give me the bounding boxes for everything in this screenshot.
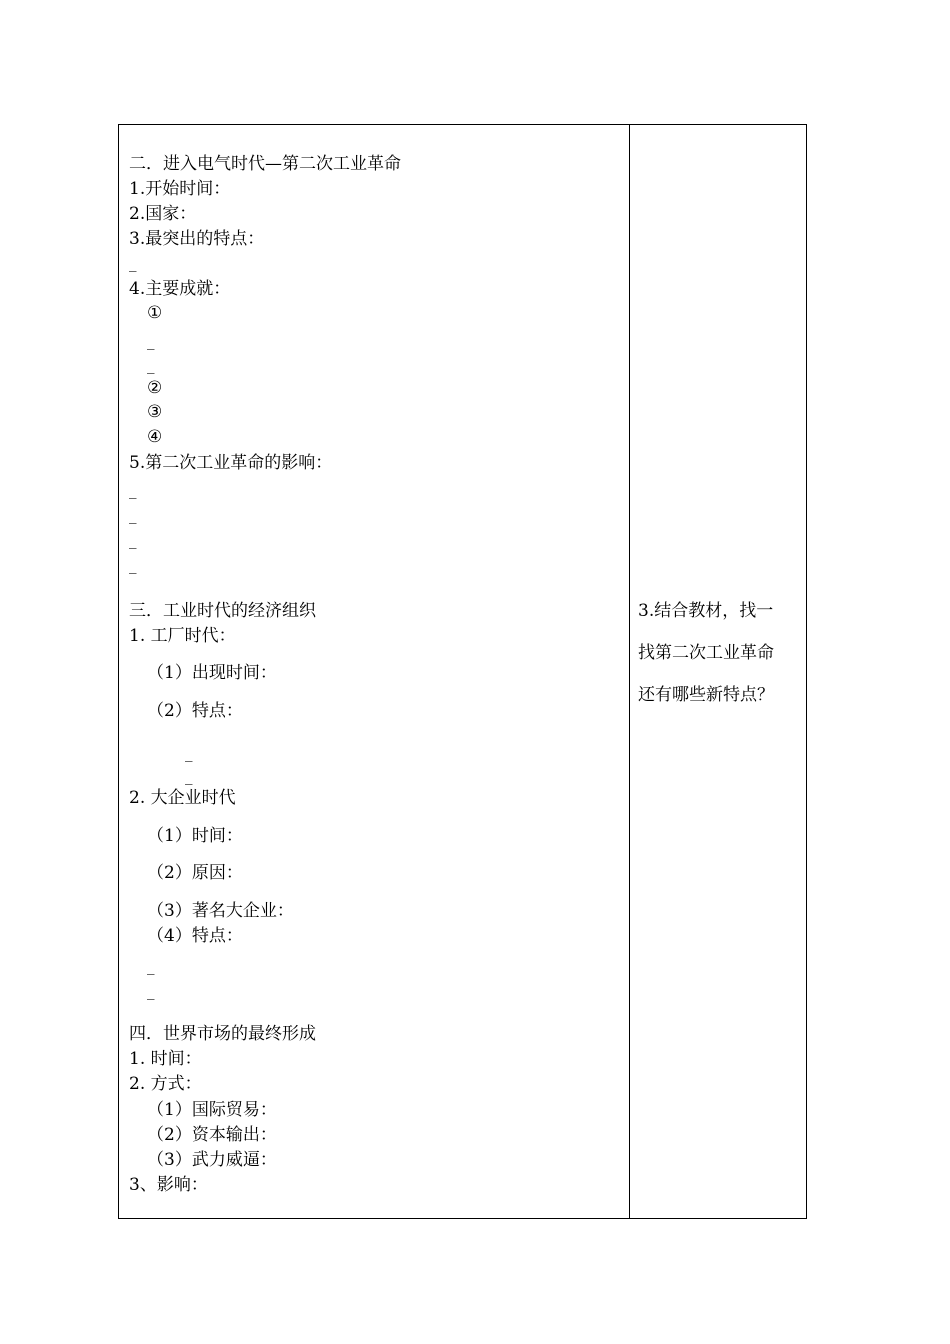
s3-enterprise-feature: （4）特点： (147, 926, 243, 946)
s3-factory-time: （1）出现时间： (147, 663, 277, 683)
blank-line: _ (147, 356, 155, 374)
section-3-title: 三．工业时代的经济组织 (129, 601, 316, 621)
circled-1: ① (147, 303, 163, 323)
side-note-line-1: 3.结合教材，找一 (638, 601, 774, 621)
blank-line: _ (129, 506, 137, 524)
s2-countries: 2.国家： (129, 204, 197, 224)
section-2-title: 二．进入电气时代—第二次工业革命 (129, 154, 401, 174)
blank-line: _ (147, 957, 155, 975)
s4-method: 2. 方式： (129, 1074, 202, 1094)
blank-line: _ (129, 481, 137, 499)
blank-line: _ (129, 254, 137, 272)
circled-2: ② (147, 378, 163, 398)
s3-factory-feature: （2）特点： (147, 701, 243, 721)
s3-factory-era: 1. 工厂时代： (129, 626, 236, 646)
s4-time: 1. 时间： (129, 1049, 202, 1069)
s3-famous-enterprises: （3）著名大企业： (147, 901, 294, 921)
s3-enterprise-reason: （2）原因： (147, 863, 243, 883)
blank-line: _ (185, 744, 193, 762)
s3-enterprise-time: （1）时间： (147, 826, 243, 846)
s3-big-enterprise: 2. 大企业时代 (129, 788, 236, 808)
blank-line: _ (129, 556, 137, 574)
worksheet-table (118, 124, 807, 1219)
s2-start-time: 1.开始时间： (129, 179, 231, 199)
s4-force: （3）武力威逼： (147, 1150, 277, 1170)
s4-capital-export: （2）资本输出： (147, 1125, 277, 1145)
section-4-title: 四．世界市场的最终形成 (129, 1024, 316, 1044)
s4-impact: 3、影响： (129, 1175, 208, 1195)
side-note-line-2: 找第二次工业革命 (638, 643, 774, 663)
blank-line: _ (147, 982, 155, 1000)
s2-feature: 3.最突出的特点： (129, 229, 265, 249)
s2-achievements: 4.主要成就： (129, 279, 231, 299)
blank-line: _ (129, 531, 137, 549)
s4-trade: （1）国际贸易： (147, 1100, 277, 1120)
blank-line: _ (185, 767, 193, 785)
blank-line: _ (147, 332, 155, 350)
circled-3: ③ (147, 402, 163, 422)
column-divider (629, 125, 630, 1218)
s2-impact: 5.第二次工业革命的影响： (129, 453, 333, 473)
side-note-line-3: 还有哪些新特点？ (638, 685, 774, 705)
circled-4: ④ (147, 427, 163, 447)
